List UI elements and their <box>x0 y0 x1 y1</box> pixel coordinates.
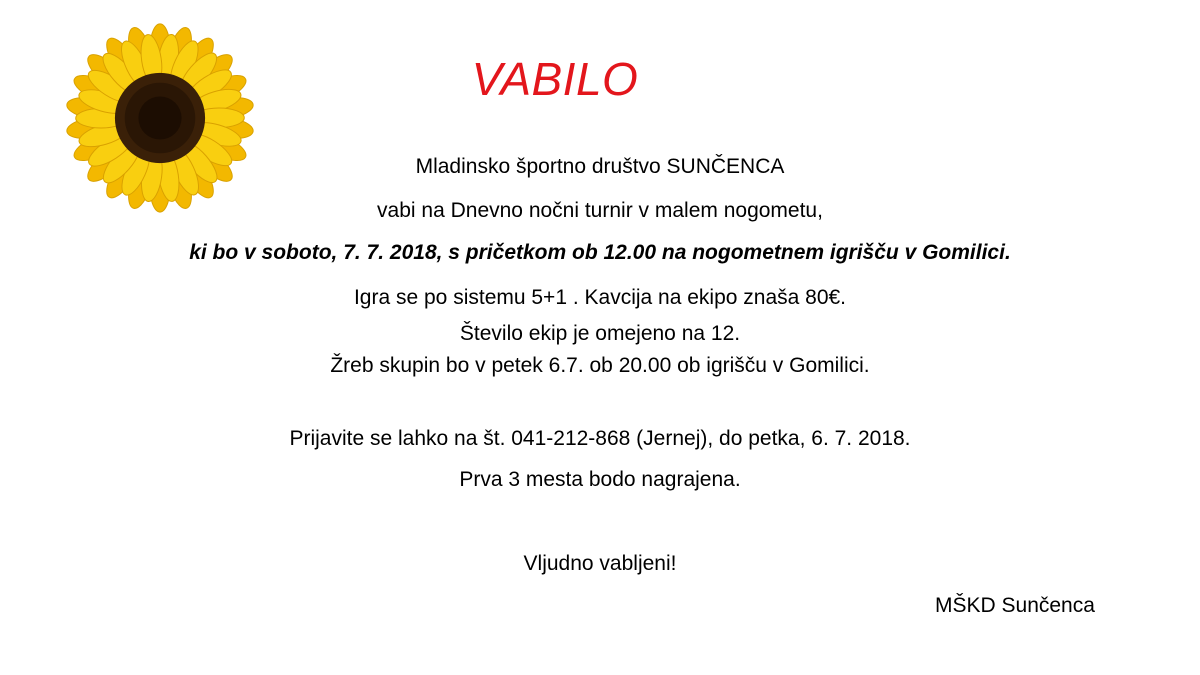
draw-line: Žreb skupin bo v petek 6.7. ob 20.00 ob igrišču v Gomilici. <box>330 354 870 377</box>
prizes-line: Prva 3 mesta bodo nagrajena. <box>459 468 741 491</box>
team-limit-line: Število ekip je omejeno na 12. <box>459 322 741 345</box>
closing-line: Vljudno vabljeni! <box>523 552 677 575</box>
signature: MŠKD Sunčenca <box>935 594 1095 617</box>
game-system-line: Igra se po sistemu 5+1 . Kavcija na ekipo znaša 80€. <box>353 286 847 309</box>
organizer-line: Mladinsko športno društvo SUNČENCA <box>415 155 785 178</box>
invitation-title: VABILO <box>471 53 639 105</box>
sunflower-icon <box>62 20 258 216</box>
registration-line: Prijavite se lahko na št. 041-212-868 (Jernej), do petka, 6. 7. 2018. <box>289 427 911 450</box>
event-details-line: ki bo v soboto, 7. 7. 2018, s pričetkom ob 12.00 na nogometnem igrišču v Gomilici. <box>189 241 1011 264</box>
invite-line: vabi na Dnevno nočni turnir v malem nogometu, <box>377 199 823 222</box>
